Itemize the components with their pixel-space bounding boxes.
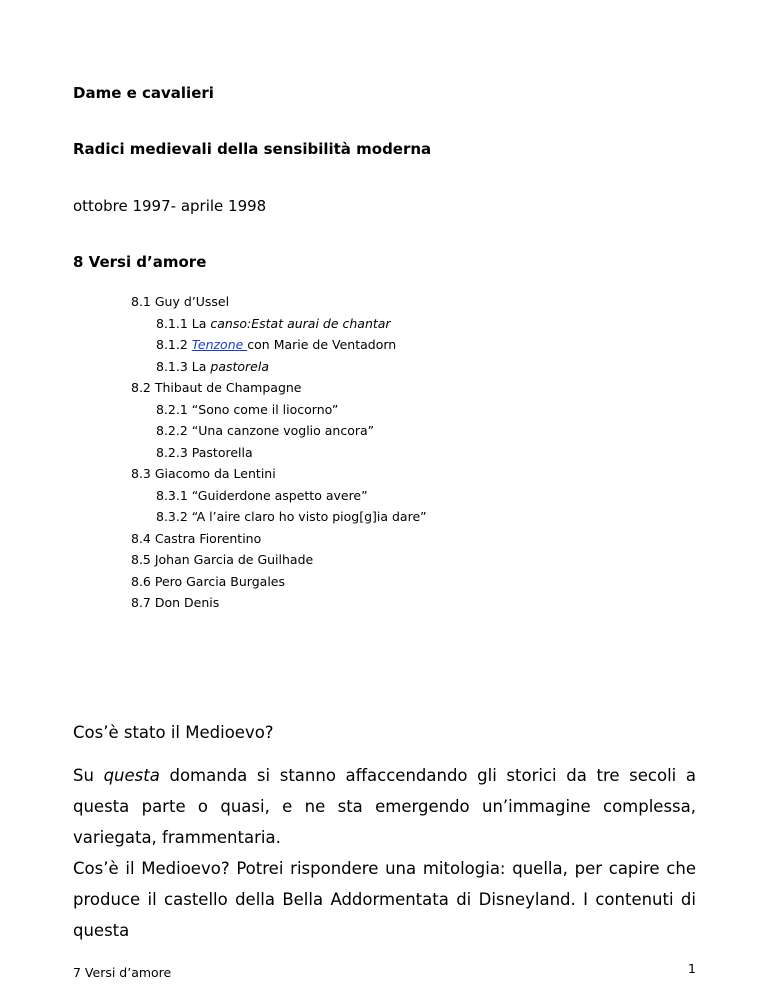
toc-item-8-1-3-prefix: 8.1.3 La	[156, 359, 211, 374]
toc-item-8-1-3-title: pastorela	[210, 359, 270, 374]
chapter-title: 8 Versi d’amore	[73, 253, 207, 271]
paragraph-1	[73, 760, 696, 853]
page-number: 1	[688, 961, 696, 976]
toc-item-8-3-2: 8.3.2 “A l’aire claro ho visto piog[g]ia dare”	[156, 509, 427, 524]
toc-item-8-1-2-prefix: 8.1.2	[156, 337, 192, 352]
toc-item-8-2-1: 8.2.1 “Sono come il liocorno”	[156, 402, 339, 417]
toc-item-8-2-2: 8.2.2 “Una canzone voglio ancora”	[156, 423, 375, 438]
paragraph-1-emphasis: questa	[103, 766, 160, 785]
paragraph-2: Cos’è il Medioevo? Potrei rispondere una mitologia: quella, per capire che produce il castello della Bella Addormentata di Disneyland. I contenuti di questa	[73, 859, 696, 940]
toc-item-8-1-2-suffix: con Marie de Ventadorn	[247, 337, 397, 352]
document-title: Dame e cavalieri	[73, 84, 214, 102]
paragraph-1-rest: domanda si stanno affaccendando gli storici da tre secoli a questa parte o quasi, e ne sta emergendo un’immagine complessa, variegata, frammentaria.	[73, 766, 696, 847]
document-subtitle: Radici medievali della sensibilità moderna	[73, 140, 432, 158]
toc-item-8-2-3: 8.2.3 Pastorella	[156, 445, 253, 460]
paragraph-1-pre: Su	[73, 766, 104, 785]
toc-item-8-1-1-title: canso:Estat aurai de chantar	[210, 316, 391, 331]
toc-item-8-1-1	[156, 316, 391, 331]
date-range: ottobre 1997- aprile 1998	[73, 197, 267, 215]
tenzone-link[interactable]: Tenzone	[191, 337, 248, 352]
toc-item-8-7: 8.7 Don Denis	[131, 595, 220, 610]
toc-item-8-4: 8.4 Castra Fiorentino	[131, 531, 262, 546]
toc-item-8-5: 8.5 Johan Garcia de Guilhade	[131, 552, 314, 567]
toc-item-8-3: 8.3 Giacomo da Lentini	[131, 466, 276, 481]
toc-item-8-3-1: 8.3.1 “Guiderdone aspetto avere”	[156, 488, 368, 503]
toc-item-8-6: 8.6 Pero Garcia Burgales	[131, 574, 285, 589]
question-line: Cos’è stato il Medioevo?	[73, 723, 274, 742]
toc-item-8-1-1-prefix: 8.1.1 La	[156, 316, 211, 331]
toc-item-8-2: 8.2 Thibaut de Champagne	[131, 380, 302, 395]
toc-item-8-1-2	[156, 337, 396, 352]
toc-item-8-1: 8.1 Guy d’Ussel	[131, 294, 230, 309]
toc-item-8-1-3	[156, 359, 269, 374]
footer-label: 7 Versi d’amore	[73, 965, 172, 980]
